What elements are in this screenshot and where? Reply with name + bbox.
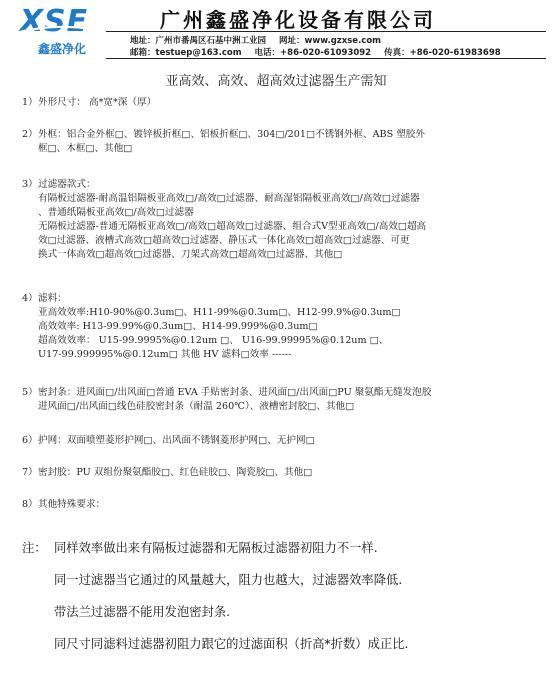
- contact-line-comms: [130, 46, 511, 58]
- section-number: 1）: [22, 97, 38, 108]
- section-line: 有隔板过滤器-耐高温铝隔板亚高效□/高效□过滤器、耐高湿铝隔板亚高效□/高效□过滤器: [38, 193, 420, 204]
- phone-text: 电话：+86-020-61093092: [254, 48, 372, 58]
- section-number: 4）: [22, 293, 38, 304]
- section-line: 亚高效效率:H10-90%@0.3um□、H11-99%@0.3um□、H12-99.9%@0.3um□: [38, 307, 401, 318]
- header-rule-top: [106, 31, 546, 32]
- section-sealant: [22, 466, 537, 480]
- note-item: 同一过滤器当它通过的风量越大，阻力也越大，过滤器效率降低.: [54, 573, 403, 587]
- section-line: 无隔板过滤器-普通无隔板亚高效□/高效□超高效□过滤器、组合式V型亚高效□/高效□超高: [38, 221, 427, 232]
- section-line: 外框：铝合金外框□、镀锌板折框□、铝板折框□、304□/201□不锈钢外框、ABS 塑胶外: [38, 129, 425, 140]
- website-text: 网址：www.gzxse.com: [278, 36, 382, 46]
- notes-label: 注：: [22, 541, 47, 555]
- section-dimensions: [22, 96, 537, 110]
- company-logo: [8, 6, 100, 60]
- contact-line-address: [130, 34, 391, 46]
- section-line: 密封胶：PU 双组份聚氨酯胶□、红色硅胶□、陶瓷胶□、其他□: [38, 467, 313, 478]
- section-number: 7）: [22, 467, 38, 478]
- section-line: 其他特殊要求：: [38, 499, 106, 510]
- section-line: 超高效效率： U15-99.9995%@0.12um □、 U16-99.99995%@0.12um □、: [38, 335, 389, 346]
- section-line: 进风面□/出风面□线色硅胶密封条（耐温 260℃）、液槽密封胶□、其他□: [38, 401, 355, 412]
- section-line: 框□、木框□、其他□: [38, 143, 133, 154]
- document-title: 亚高效、高效、超高效过滤器生产需知: [165, 74, 387, 89]
- section-guard-mesh: [22, 434, 537, 448]
- logo-text: XSE: [19, 4, 89, 39]
- section-filter-style: [22, 178, 537, 262]
- note-item: 同尺寸同滤料过滤器初阻力跟它的过滤面积（折高*折数）成正比.: [54, 637, 409, 651]
- section-line: 护网：双面喷塑菱形护网□、出风面不锈钢菱形护网□、无护网□: [38, 435, 315, 446]
- address-text: 地址：广州市番禺区石基中洲工业园: [130, 36, 267, 46]
- header-rule-bottom: [106, 58, 546, 59]
- section-gasket: [22, 386, 537, 414]
- section-line: 外形尺寸： 高*宽*深（厚）: [38, 97, 157, 108]
- logo-subtitle: 鑫盛净化: [38, 42, 87, 56]
- logo-swoosh-icon: [10, 24, 98, 38]
- section-line: 高效效率: H13-99.99%@0.3um□、H14-99.999%@0.3um□: [38, 321, 318, 332]
- section-line: 效□过滤器、液槽式高效□超高效□过滤器、静压式一体化高效□超高效□过滤器、可更: [38, 235, 410, 246]
- note-item: 带法兰过滤器不能用发泡密封条.: [54, 605, 231, 619]
- section-number: 3）: [22, 179, 38, 190]
- section-line: 滤料：: [38, 293, 67, 304]
- section-line: 换式一体高效□超高效□过滤器、刀架式高效□超高效□过滤器、其他□: [38, 249, 343, 260]
- section-line: U17-99.999995%@0.12um□ 其他 HV 滤料□效率 ------: [38, 349, 292, 360]
- section-number: 5）: [22, 387, 38, 398]
- company-name: 广州鑫盛净化设备有限公司: [160, 8, 436, 32]
- section-filter-media: [22, 292, 537, 362]
- letterhead: [0, 0, 552, 66]
- email-text: 邮箱：testuep@163.com: [130, 48, 242, 58]
- note-item: 同样效率做出来有隔板过滤器和无隔板过滤器初阻力不一样.: [54, 541, 378, 555]
- section-line: 、普通纸隔板亚高效□/高效□过滤器: [38, 207, 194, 218]
- section-line: 过滤器款式：: [38, 179, 96, 190]
- section-line: 密封条：进风面□/出风面□普通 EVA 手贴密封条、进风面□/出风面□PU 聚氨酯无缝发泡胶: [38, 387, 432, 398]
- section-special-requirements: [22, 498, 537, 512]
- section-number: 2）: [22, 129, 38, 140]
- section-frame: [22, 128, 537, 156]
- section-number: 6）: [22, 435, 38, 446]
- section-number: 8）: [22, 499, 38, 510]
- fax-text: 传真：+86-020-61983698: [384, 48, 501, 58]
